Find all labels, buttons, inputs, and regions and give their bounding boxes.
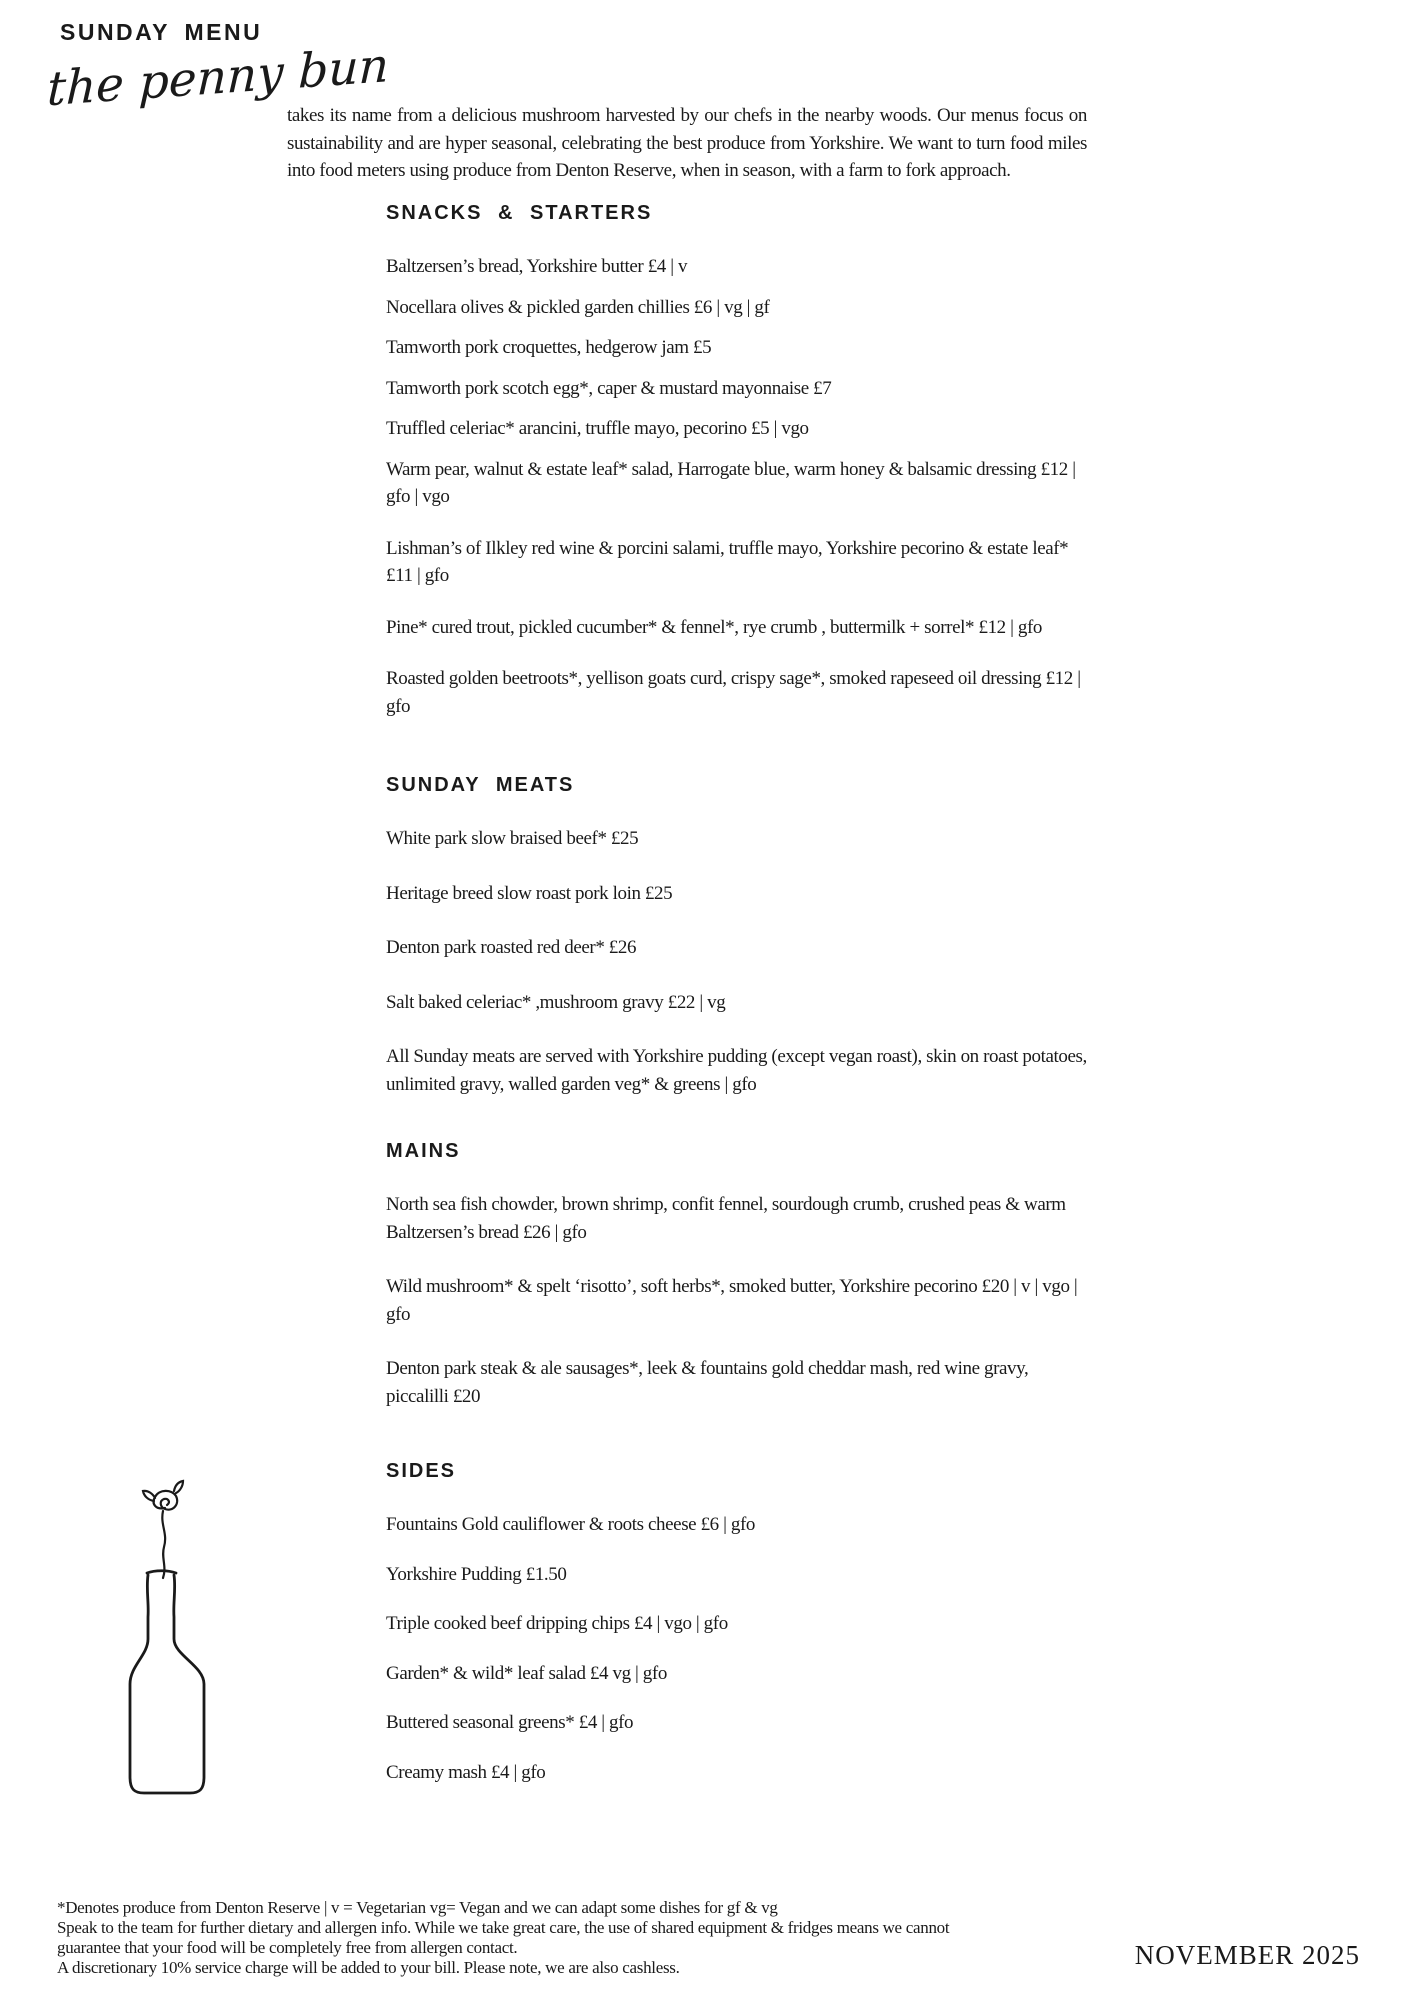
- footer-notes: [57, 1898, 1197, 1978]
- menu-item: North sea fish chowder, brown shrimp, confit fennel, sourdough crumb, crushed peas & warm Baltzersen’s bread £26 | gfo: [386, 1194, 1066, 1243]
- menu-item: Fountains Gold cauliflower & roots cheese £6 | gfo: [386, 1514, 755, 1535]
- menu-item: Denton park roasted red deer* £26: [386, 937, 637, 958]
- menu-item: Warm pear, walnut & estate leaf* salad, Harrogate blue, warm honey & balsamic dressing £12 | gfo | vgo: [386, 458, 1076, 507]
- menu-item: Lishman’s of Ilkley red wine & porcini salami, truffle mayo, Yorkshire pecorino & estate leaf* £11 | gfo: [386, 537, 1069, 586]
- menu-item: Pine* cured trout, pickled cucumber* & fennel*, rye crumb , buttermilk + sorrel* £12 | gfo: [386, 616, 1042, 638]
- menu-item: Truffled celeriac* arancini, truffle mayo, pecorino £5 | vgo: [386, 418, 809, 439]
- bottle-rose-illustration-icon: [118, 1478, 218, 1810]
- section-items: [386, 1191, 1091, 1410]
- menu-item: Roasted golden beetroots*, yellison goats curd, crispy sage*, smoked rapeseed oil dressing £12 | gfo: [386, 668, 1081, 717]
- section-items: [386, 1511, 1091, 1786]
- section-items: [386, 253, 1091, 720]
- menu-item: Tamworth pork croquettes, hedgerow jam £5: [386, 337, 712, 358]
- menu-item: Denton park steak & ale sausages*, leek & fountains gold cheddar mash, red wine gravy, piccalilli £20: [386, 1358, 1029, 1407]
- logo-script: the penny bun: [46, 38, 390, 118]
- section-snacks-starters: [386, 200, 1091, 744]
- menu-item: Nocellara olives & pickled garden chillies £6 | vg | gf: [386, 296, 770, 318]
- footer-line: Speak to the team for further dietary and allergen info. While we take great care, the use of shared equipment & fridges means we cannot: [57, 1918, 950, 1937]
- section-heading: SNACKS & STARTERS: [386, 202, 653, 224]
- section-mains: [386, 1138, 1091, 1437]
- footer-line: guarantee that your food will be completely free from allergen contact.: [57, 1938, 518, 1957]
- section-heading: SUNDAY MEATS: [386, 774, 575, 796]
- menu-item: Creamy mash £4 | gfo: [386, 1761, 546, 1783]
- menu-item: Heritage breed slow roast pork loin £25: [386, 882, 673, 904]
- section-heading: MAINS: [386, 1140, 461, 1162]
- section-items: [386, 825, 1091, 1098]
- menu-item: Yorkshire Pudding £1.50: [386, 1563, 567, 1585]
- menu-item: Salt baked celeriac* ,mushroom gravy £22 | vg: [386, 991, 726, 1013]
- menu-item: Baltzersen’s bread, Yorkshire butter £4 | v: [386, 256, 688, 277]
- menu-item: All Sunday meats are served with Yorkshire pudding (except vegan roast), skin on roast potatoes, unlimited gravy, walled garden veg* & greens | gfo: [386, 1046, 1087, 1095]
- footer-line: *Denotes produce from Denton Reserve | v = Vegetarian vg= Vegan and we can adapt some dishes for gf & vg: [57, 1898, 778, 1917]
- menu-item: Garden* & wild* leaf salad £4 vg | gfo: [386, 1662, 667, 1684]
- section-heading: SIDES: [386, 1460, 457, 1482]
- menu-item: Buttered seasonal greens* £4 | gfo: [386, 1712, 634, 1733]
- section-sunday-meats: [386, 772, 1091, 1125]
- menu-item: Wild mushroom* & spelt ‘risotto’, soft herbs*, smoked butter, Yorkshire pecorino £20 | v | vgo | gfo: [386, 1276, 1078, 1325]
- menu-item: Triple cooked beef dripping chips £4 | vgo | gfo: [386, 1613, 728, 1634]
- section-sides: [386, 1458, 1091, 1808]
- menu-date: NOVEMBER 2025: [1134, 1940, 1360, 1970]
- menu-item: White park slow braised beef* £25: [386, 828, 639, 849]
- footer-line: A discretionary 10% service charge will be added to your bill. Please note, we are also cashless.: [57, 1958, 680, 1977]
- page-title: SUNDAY MENU: [60, 19, 263, 45]
- intro-paragraph: takes its name from a delicious mushroom harvested by our chefs in the nearby woods. Our menus focus on sustainability and are hyper seasonal, celebrating the best produce from Yorkshire. We want to turn food miles into food meters using produce from Denton Reserve, when in season, with a farm to fork approach.: [287, 105, 1087, 181]
- menu-item: Tamworth pork scotch egg*, caper & mustard mayonnaise £7: [386, 377, 832, 399]
